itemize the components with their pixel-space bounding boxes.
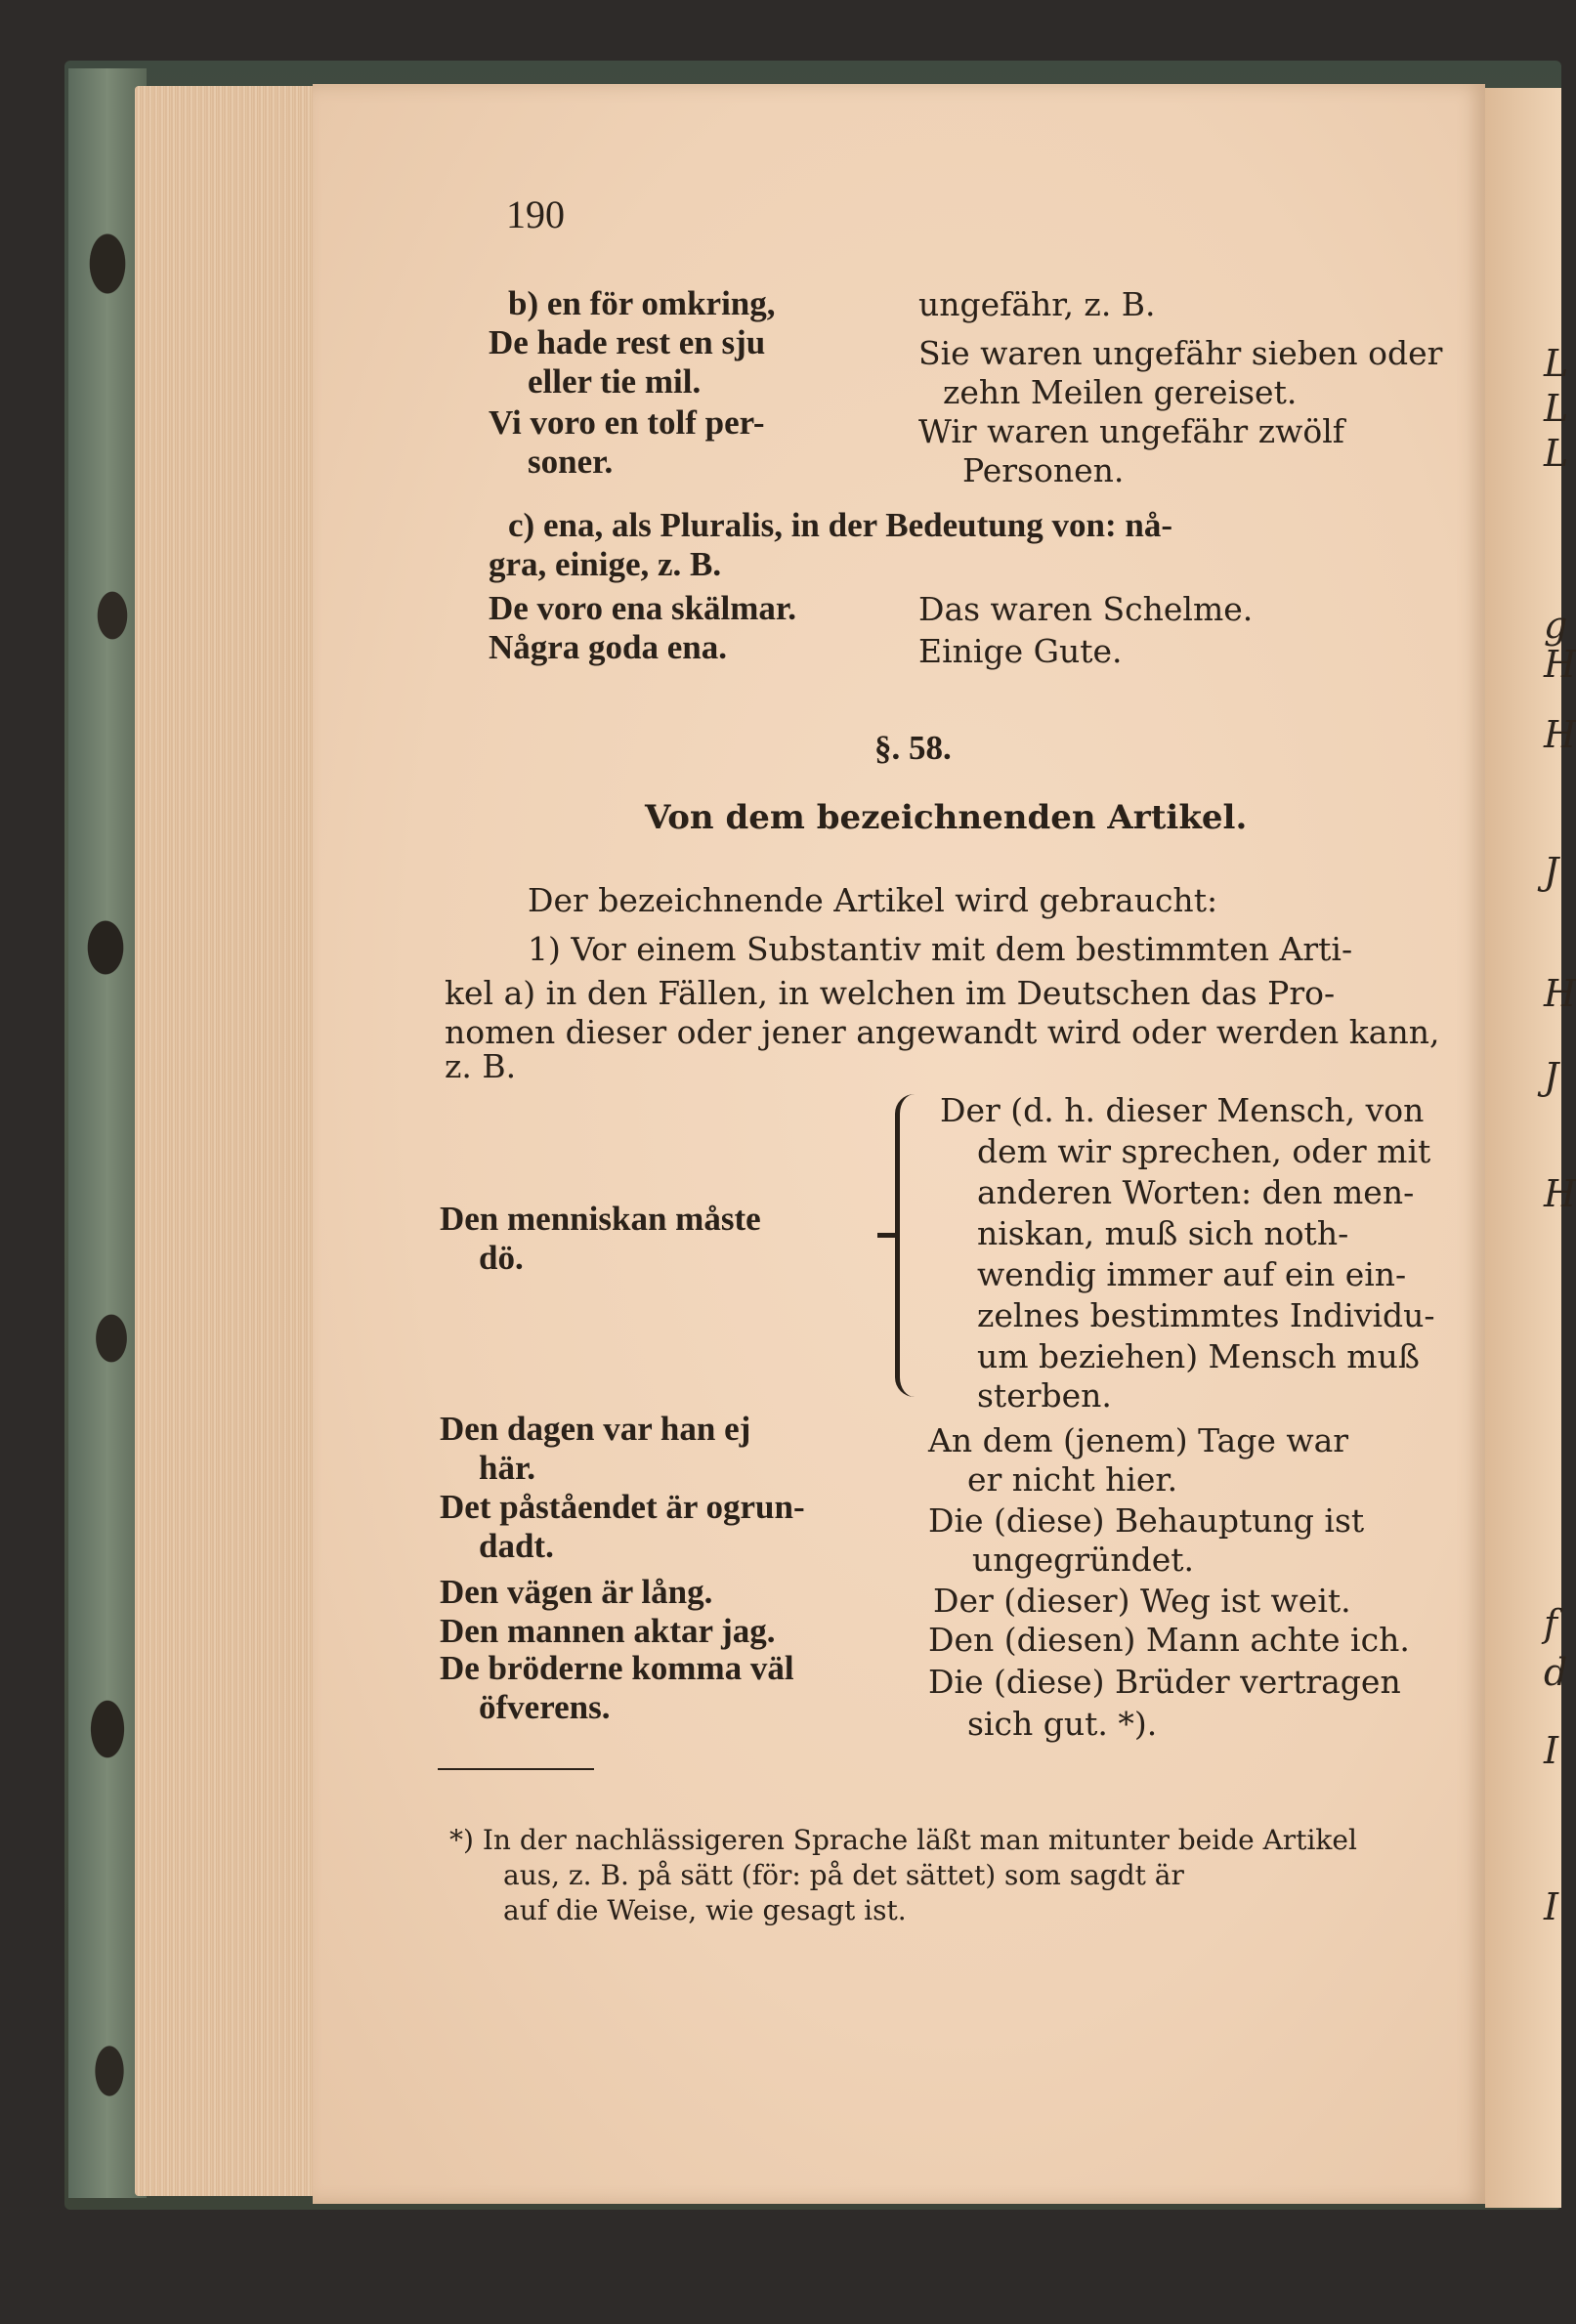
german-line: anderen Worten: den men- [977,1173,1415,1211]
german-line: um beziehen) Mensch muß [977,1337,1420,1375]
swedish-line: Några goda ena. [489,628,728,666]
german-line: sich gut. *). [967,1705,1158,1743]
german-line: wendig immer auf ein ein- [977,1255,1407,1293]
section-number: §. 58. [874,729,952,767]
facing-fragment: H [1544,643,1576,686]
swedish-line: dadt. [479,1527,554,1565]
facing-fragment: I [1544,1885,1559,1928]
facing-fragment: L [1544,432,1569,475]
swedish-line: De voro ena skälmar. [489,589,796,627]
swedish-line: öfverens. [479,1688,611,1726]
german-line: Der (dieser) Weg ist weit. [933,1582,1351,1620]
german-line: An dem (jenem) Tage war [928,1421,1349,1459]
german-line: dem wir sprechen, oder mit [977,1132,1431,1170]
german-line: Sie waren ungefähr sieben oder [918,334,1443,372]
facing-fragment: H [1544,713,1576,756]
swedish-line: eller tie mil. [528,362,702,401]
page-number: 190 [506,192,565,236]
facing-fragment: f [1544,1602,1558,1645]
german-line: Einige Gute. [918,632,1123,670]
facing-fragment: H [1544,972,1576,1015]
footnote-line: *) In der nachlässigeren Sprache läßt man mitunter beide Artikel [449,1824,1357,1856]
swedish-line: Den dagen var han ej [440,1410,751,1448]
paragraph-line: z. B. [445,1047,517,1085]
footnote-line: auf die Weise, wie gesagt ist. [503,1894,907,1926]
facing-fragment: g [1544,604,1568,647]
german-line: ungegründet. [972,1541,1194,1579]
german-line: sterben. [977,1376,1112,1415]
german-line: Personen. [962,451,1125,489]
paragraph-line: gra, einige, z. B. [489,545,722,583]
facing-page-edge [1485,88,1576,2208]
swedish-line: här. [479,1449,536,1487]
german-line: ungefähr, z. B. [918,285,1156,323]
facing-fragment: J [1544,1055,1559,1098]
paragraph-line: c) ena, als Pluralis, in der Bedeutung von: nå- [508,506,1172,544]
german-line: zelnes bestimmtes Individu- [977,1296,1435,1334]
swedish-line: De hade rest en sju [489,323,766,361]
curly-brace [895,1094,939,1397]
section-heading: Von dem bezeichnenden Artikel. [645,798,1248,837]
german-line: Die (diese) Brüder vertragen [928,1663,1401,1701]
german-line: zehn Meilen gereiset. [943,373,1298,411]
footnote-line: aus, z. B. på sätt (för: på det sättet) som sagdt är [503,1859,1184,1891]
facing-fragment: J [1544,850,1559,893]
german-line: Wir waren ungefähr zwölf [918,412,1344,450]
page-edges [135,86,320,2196]
swedish-line: b) en för omkring, [508,284,776,322]
footnote-rule [438,1768,594,1770]
swedish-line: Vi voro en tolf per- [489,403,765,442]
swedish-line: Den mannen aktar jag. [440,1612,776,1650]
german-line: Der (d. h. dieser Mensch, von [940,1091,1425,1129]
german-line: niskan, muß sich noth- [977,1214,1349,1252]
german-line: Das waren Schelme. [918,590,1254,628]
german-line: Die (diese) Behauptung ist [928,1501,1365,1540]
facing-fragment: L [1544,342,1569,385]
swedish-line: dö. [479,1239,524,1277]
facing-fragment: d [1544,1651,1568,1694]
swedish-line: soner. [528,443,614,481]
swedish-line: Det påståendet är ogrun- [440,1488,805,1526]
paragraph-line: Der bezeichnende Artikel wird gebraucht: [528,881,1218,919]
paragraph-line: 1) Vor einem Substantiv mit dem bestimmten Arti- [528,930,1353,968]
facing-fragment: H [1544,1172,1576,1215]
curly-brace-tip [877,1233,899,1238]
swedish-line: Den menniskan måste [440,1200,761,1238]
facing-fragment: I [1544,1729,1559,1772]
paragraph-line: nomen dieser oder jener angewandt wird oder werden kann, [445,1013,1440,1051]
facing-fragment: L [1544,387,1569,430]
swedish-line: Den vägen är lång. [440,1573,713,1611]
swedish-line: De bröderne komma väl [440,1649,794,1687]
paragraph-line: kel a) in den Fällen, in welchen im Deutschen das Pro- [445,974,1336,1012]
german-line: er nicht hier. [967,1460,1178,1499]
german-line: Den (diesen) Mann achte ich. [928,1621,1410,1659]
